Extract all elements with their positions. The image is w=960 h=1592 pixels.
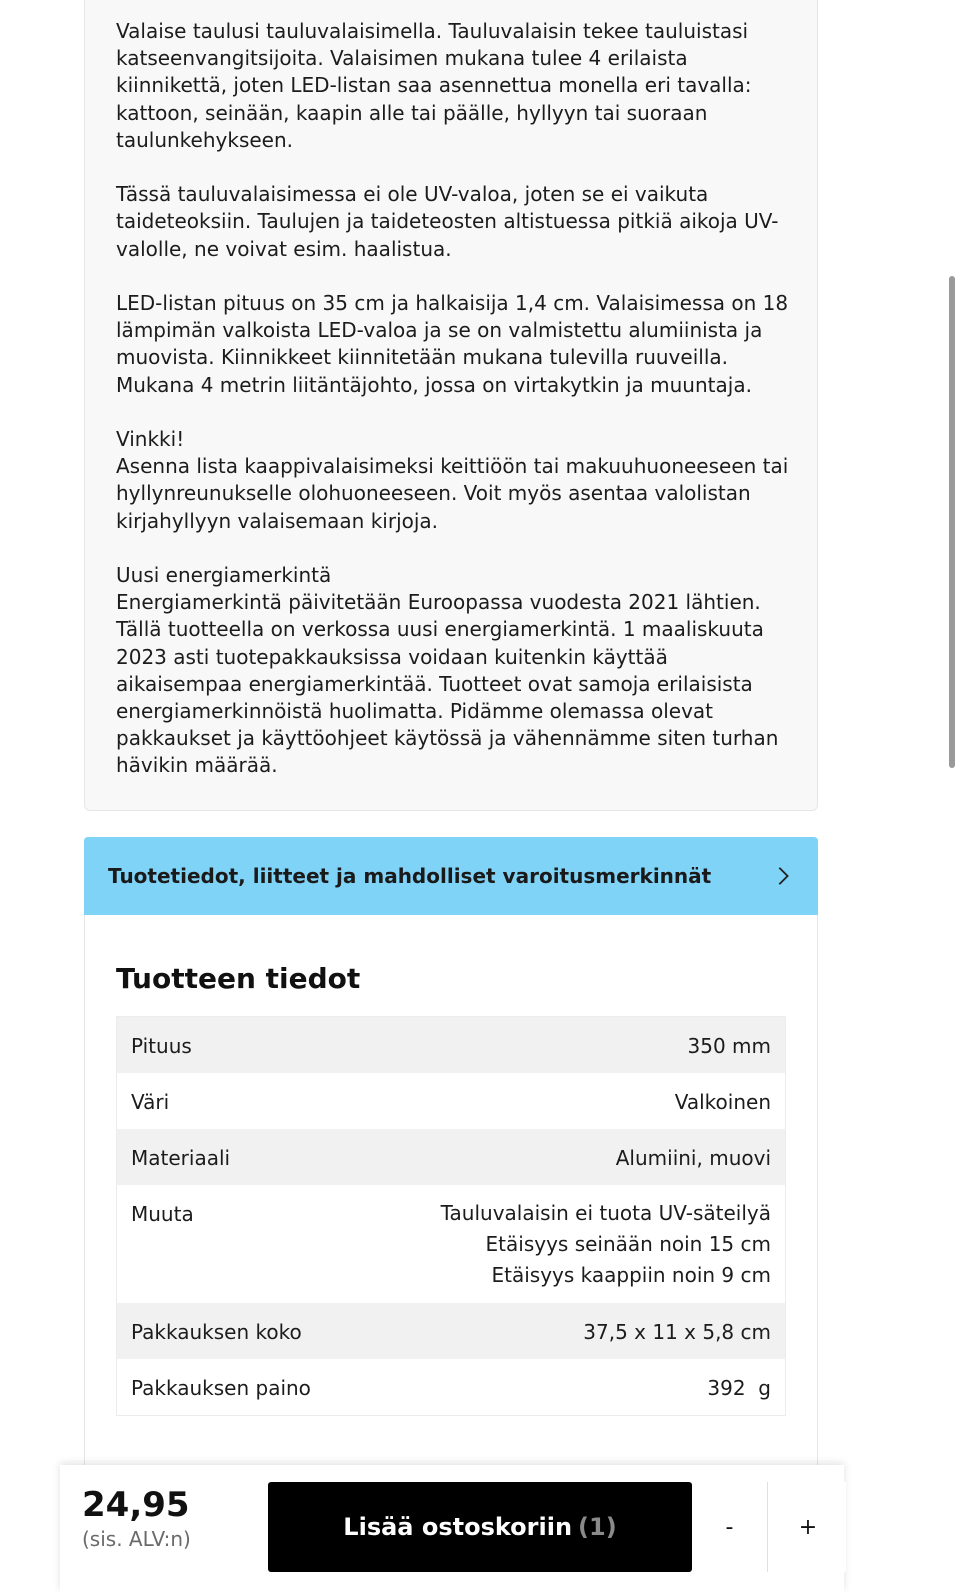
spec-name: Materiaali xyxy=(131,1146,231,1170)
chevron-right-icon xyxy=(772,865,794,887)
add-to-cart-label: Lisää ostoskoriin xyxy=(343,1513,573,1541)
spec-row xyxy=(117,1017,785,1073)
decrease-quantity-button[interactable]: - xyxy=(692,1482,768,1572)
description-paragraph: Tässä tauluvalaisimessa ei ole UV-valoa, joten se ei vaikuta taideteoksiin. Taulujen ja taideteosten altistuessa pitkiä aikoja UV-valolle, ne voivat esim. haalistua. xyxy=(116,182,779,261)
spec-table xyxy=(116,1016,786,1416)
spec-name: Muuta xyxy=(131,1202,194,1226)
spec-value: 392 g xyxy=(707,1376,771,1400)
details-title: Tuotteen tiedot xyxy=(116,962,361,995)
price: 24,95 xyxy=(82,1485,190,1525)
spec-value: Alumiini, muovi xyxy=(615,1146,771,1170)
spec-name: Pakkauksen koko xyxy=(131,1320,302,1344)
cart-count: (1) xyxy=(578,1513,617,1541)
product-info-accordion[interactable] xyxy=(84,837,818,915)
spec-row xyxy=(117,1073,785,1129)
spec-name: Pakkauksen paino xyxy=(131,1376,311,1400)
add-to-cart-button[interactable] xyxy=(268,1482,692,1572)
spec-name: Väri xyxy=(131,1090,170,1114)
page-scrollbar[interactable] xyxy=(949,276,955,768)
spec-value: Valkoinen xyxy=(674,1090,771,1114)
spec-row xyxy=(117,1303,785,1359)
spec-row xyxy=(117,1129,785,1185)
description-paragraph: Uusi energiamerkintä Energiamerkintä päivitetään Euroopassa vuodesta 2021 lähtien. Tällä tuotteella on verkossa uusi energiamerkintä. 1 maaliskuuta 2023 asti tuotepakkauksissa voidaan kuitenkin käyttää aikaisempaa energiamerkintää. Tuotteet ovat samoja erilaisista energiamerkinnöistä huolimatta. Pidämme olemassa olevat pakkaukset ja käyttöohjeet käytössä ja vähennämme siten turhan hävikin määrää. xyxy=(116,563,779,778)
description-paragraph: LED-listan pituus on 35 cm ja halkaisija 1,4 cm. Valaisimessa on 18 lämpimän valkoista LED-valoa ja se on valmistettu alumiinista ja muovista. Kiinnikkeet kiinnitetään mukana tulevilla ruuveilla. Mukana 4 metrin liitäntäjohto, jossa on virtakytkin ja muuntaja. xyxy=(116,291,789,397)
product-description xyxy=(116,18,796,807)
vat-note: (sis. ALV:n) xyxy=(82,1527,191,1551)
spec-value: Tauluvalaisin ei tuota UV-säteilyä Etäisyys seinään noin 15 cm Etäisyys kaappiin noin 9 cm xyxy=(440,1201,771,1287)
increase-quantity-button[interactable]: + xyxy=(770,1482,846,1572)
spec-value: 350 mm xyxy=(687,1034,771,1058)
description-paragraph: Vinkki! Asenna lista kaappivalaisimeksi keittiöön tai makuuhuoneeseen tai hyllynreunukselle olohuoneeseen. Voit myös asentaa valolistan kirjahyllyyn valaisemaan kirjoja. xyxy=(116,427,789,533)
spec-row xyxy=(117,1359,785,1415)
spec-name: Pituus xyxy=(131,1034,192,1058)
spec-value: 37,5 x 11 x 5,8 cm xyxy=(583,1320,771,1344)
spec-row xyxy=(117,1185,785,1303)
description-paragraph: Valaise taulusi tauluvalaisimella. Tauluvalaisin tekee tauluistasi katseenvangitsijoita. Valaisimen mukana tulee 4 erilaista kiinnikettä, joten LED-listan saa asennettua monella eri tavalla: kattoon, seinään, kaapin alle tai päälle, hyllyyn tai suoraan taulunkehykseen. xyxy=(116,19,752,152)
accordion-label: Tuotetiedot, liitteet ja mahdolliset varoitusmerkinnät xyxy=(108,864,712,888)
